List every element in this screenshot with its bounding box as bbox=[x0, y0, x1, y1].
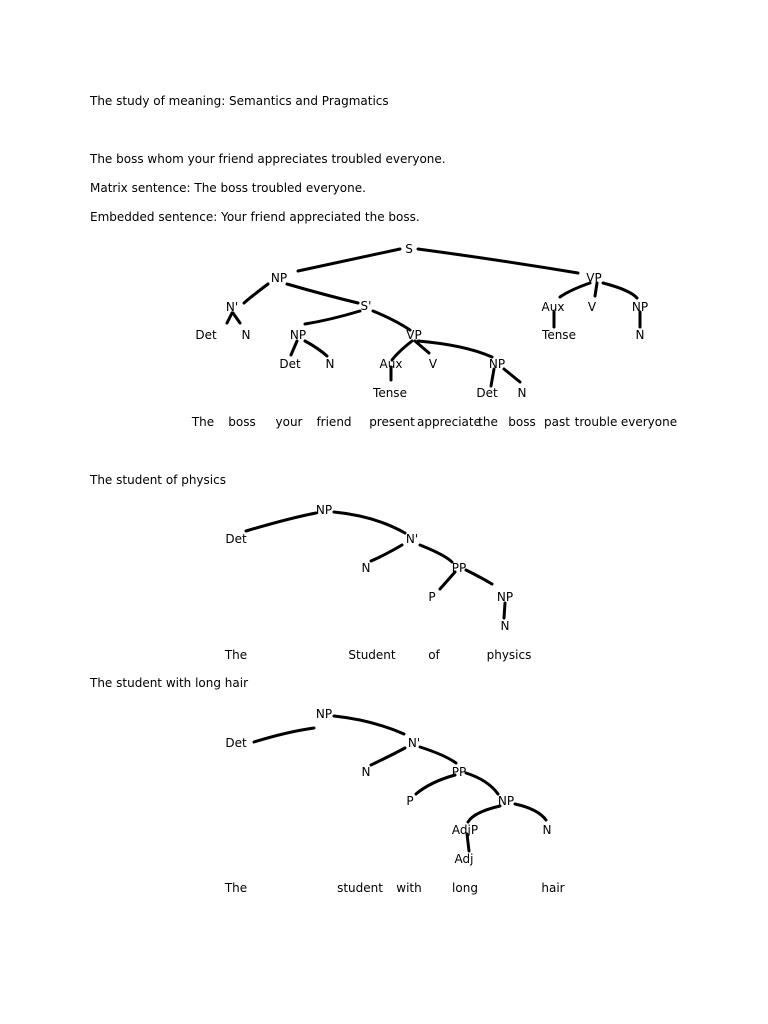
tree1-word: boss bbox=[508, 415, 536, 429]
tree1-node: V bbox=[587, 300, 597, 314]
tree3-node: AdjP bbox=[451, 823, 479, 837]
tree3-node: PP bbox=[451, 765, 467, 779]
tree1-word: boss bbox=[228, 415, 256, 429]
tree1-node: NP bbox=[270, 271, 288, 285]
tree2-node: N bbox=[361, 561, 371, 575]
tree3-node: N' bbox=[407, 736, 421, 750]
tree1-node: N bbox=[635, 328, 645, 342]
tree3-node: Det bbox=[225, 736, 247, 750]
tree2-node: N bbox=[500, 619, 510, 633]
tree1-nodes bbox=[195, 242, 648, 400]
tree3-word: The bbox=[224, 881, 248, 895]
tree1-node: Aux bbox=[541, 300, 565, 314]
tree1-node: Tense bbox=[542, 328, 576, 342]
tree1-node: VP bbox=[406, 328, 422, 342]
tree2-node: NP bbox=[315, 503, 333, 517]
tree1-word: present bbox=[369, 415, 415, 429]
tree1-node: N bbox=[517, 386, 527, 400]
tree3-word: student bbox=[337, 881, 383, 895]
tree1-node: Det bbox=[476, 386, 498, 400]
embedded-sentence: Embedded sentence: Your friend appreciated the boss. bbox=[90, 210, 420, 224]
tree1-word: appreciate bbox=[416, 415, 482, 429]
tree3-word: with bbox=[396, 881, 422, 895]
tree1-word: your bbox=[275, 415, 303, 429]
tree1-node: N' bbox=[225, 300, 239, 314]
tree3-word: long bbox=[452, 881, 478, 895]
tree1-word: The bbox=[191, 415, 215, 429]
tree3-node: NP bbox=[497, 794, 515, 808]
tree2-node: PP bbox=[451, 561, 467, 575]
tree1-node: Tense bbox=[373, 386, 407, 400]
tree1-node: Aux bbox=[379, 357, 403, 371]
tree1-words bbox=[191, 415, 677, 429]
tree1-node: V bbox=[428, 357, 438, 371]
tree2-nodes bbox=[225, 503, 513, 633]
tree2-words bbox=[224, 648, 532, 662]
tree3-node: Adj bbox=[454, 852, 474, 866]
tree1-node: S' bbox=[360, 299, 372, 313]
tree3-node: P bbox=[406, 794, 414, 808]
tree3-word: hair bbox=[541, 881, 565, 895]
tree1-node: NP bbox=[631, 300, 649, 314]
tree2-node: Det bbox=[225, 532, 247, 546]
tree1-word: past bbox=[544, 415, 570, 429]
tree2-word: The bbox=[224, 648, 248, 662]
tree3-words bbox=[224, 881, 565, 895]
tree1-node: NP bbox=[488, 357, 506, 371]
tree2-node: N' bbox=[405, 532, 419, 546]
tree1-word: trouble bbox=[574, 415, 618, 429]
tree2-word: Student bbox=[348, 648, 396, 662]
matrix-sentence: Matrix sentence: The boss troubled everyone. bbox=[90, 181, 366, 195]
tree1-node: VP bbox=[586, 271, 602, 285]
tree1-node: NP bbox=[289, 328, 307, 342]
tree1-node: N bbox=[325, 357, 335, 371]
tree2-node: P bbox=[428, 590, 436, 604]
tree1-node: Det bbox=[195, 328, 217, 342]
tree3-node: N bbox=[542, 823, 552, 837]
tree2-node: NP bbox=[496, 590, 514, 604]
page-title: The study of meaning: Semantics and Pragmatics bbox=[90, 94, 389, 108]
tree3-heading: The student with long hair bbox=[90, 676, 249, 690]
tree2-word: physics bbox=[486, 648, 532, 662]
tree1-node: S bbox=[405, 242, 413, 256]
tree1-word: friend bbox=[316, 415, 352, 429]
tree1-node: Det bbox=[279, 357, 301, 371]
tree2-word: of bbox=[428, 648, 440, 662]
tree1-word: everyone bbox=[620, 415, 678, 429]
tree3-nodes bbox=[225, 707, 551, 866]
tree1-word: the bbox=[478, 415, 498, 429]
tree2-heading: The student of physics bbox=[90, 473, 226, 487]
tree1-node: N bbox=[241, 328, 251, 342]
tree3-edges bbox=[254, 716, 546, 851]
tree3-node: N bbox=[361, 765, 371, 779]
example-sentence: The boss whom your friend appreciates troubled everyone. bbox=[90, 152, 446, 166]
tree3-node: NP bbox=[315, 707, 333, 721]
